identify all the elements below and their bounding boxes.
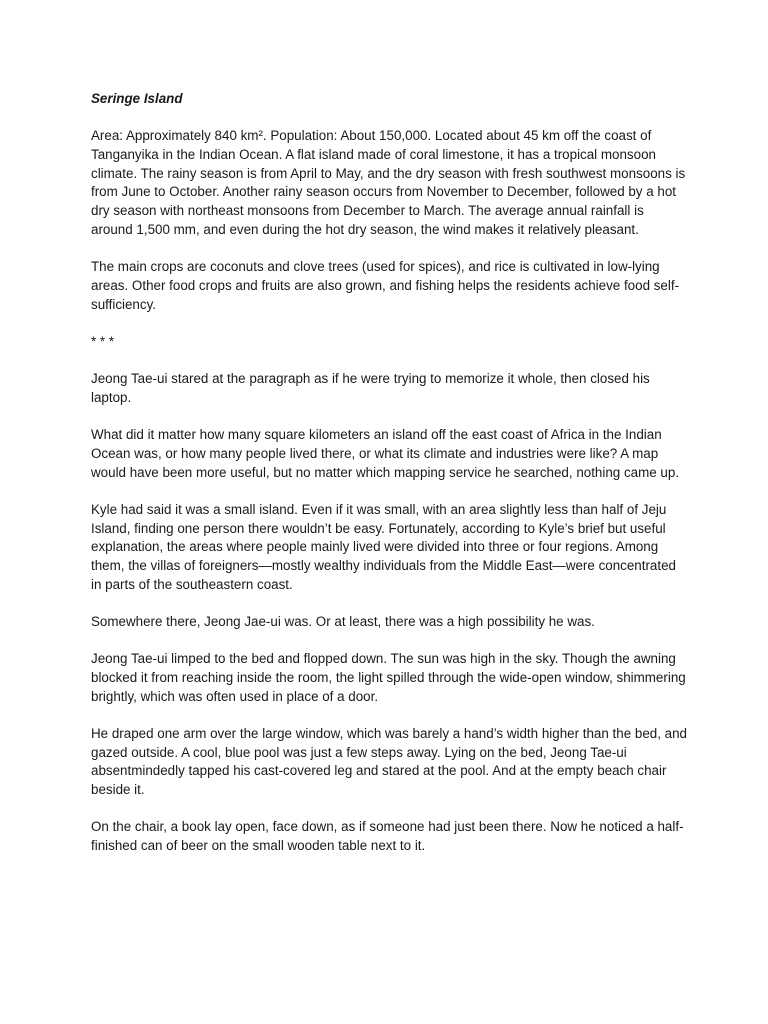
document-title: Seringe Island bbox=[91, 91, 183, 106]
paragraph-beach-chair-book: On the chair, a book lay open, face down, as if someone had just been there. Now he noticed a half-finished can of beer on the small wooden table next to it. bbox=[91, 819, 684, 854]
paragraph-small-island: Kyle had said it was a small island. Even if it was small, with an area slightly less than half of Jeju Island, finding one person there wouldn’t be easy. Fortunately, according to Kyle’s brief but useful explanation, the areas where people mainly lived were divided into three or four regions. Among them, the villas of foreigners—mostly wealthy individuals from the Middle East—were concentrated in parts of the southeastern coast. bbox=[91, 501, 676, 592]
section-break: * * * bbox=[91, 333, 115, 349]
paragraph-crops: The main crops are coconuts and clove trees (used for spices), and rice is cultivated in low-lying areas. Other food crops and fruits are also grown, and fishing helps the residents achieve food self-sufficiency. bbox=[91, 259, 680, 312]
paragraph-island-facts: Area: Approximately 840 km². Population: About 150,000. Located about 45 km off the coast of Tanganyika in the Indian Ocean. A flat island made of coral limestone, it has a tropical monsoon climate. The rainy season is from April to May, and the dry season with fresh southwest monsoons is from June to October. Another rainy season occurs from November to December, followed by a hot dry season with northeast monsoons from December to March. The average annual rainfall is around 1,500 mm, and even during the hot dry season, the wind makes it relatively pleasant. bbox=[91, 128, 686, 237]
paragraph-closed-laptop: Jeong Tae-ui stared at the paragraph as if he were trying to memorize it whole, then closed his laptop. bbox=[91, 371, 650, 405]
paragraph-what-did-it-matter: What did it matter how many square kilometers an island off the east coast of Africa in the Indian Ocean was, or how many people lived there, or what its climate and industries were like? A map would have been more useful, but no matter which mapping service he searched, nothing came up. bbox=[91, 427, 680, 480]
paragraph-limped-to-bed: Jeong Tae-ui limped to the bed and flopped down. The sun was high in the sky. Though the awning blocked it from reaching inside the room, the light spilled through the wide-open window, shimmering brightly, which was often used in place of a door. bbox=[91, 651, 686, 704]
document-page bbox=[91, 90, 687, 874]
paragraph-large-window: He draped one arm over the large window, which was barely a hand’s width higher than the bed, and gazed outside. A cool, blue pool was just a few steps away. Lying on the bed, Jeong Tae-ui absentmindedly tapped his cast-covered leg and stared at the pool. And at the empty beach chair beside it. bbox=[91, 725, 688, 798]
paragraph-somewhere-there: Somewhere there, Jeong Jae-ui was. Or at least, there was a high possibility he was. bbox=[91, 613, 595, 629]
